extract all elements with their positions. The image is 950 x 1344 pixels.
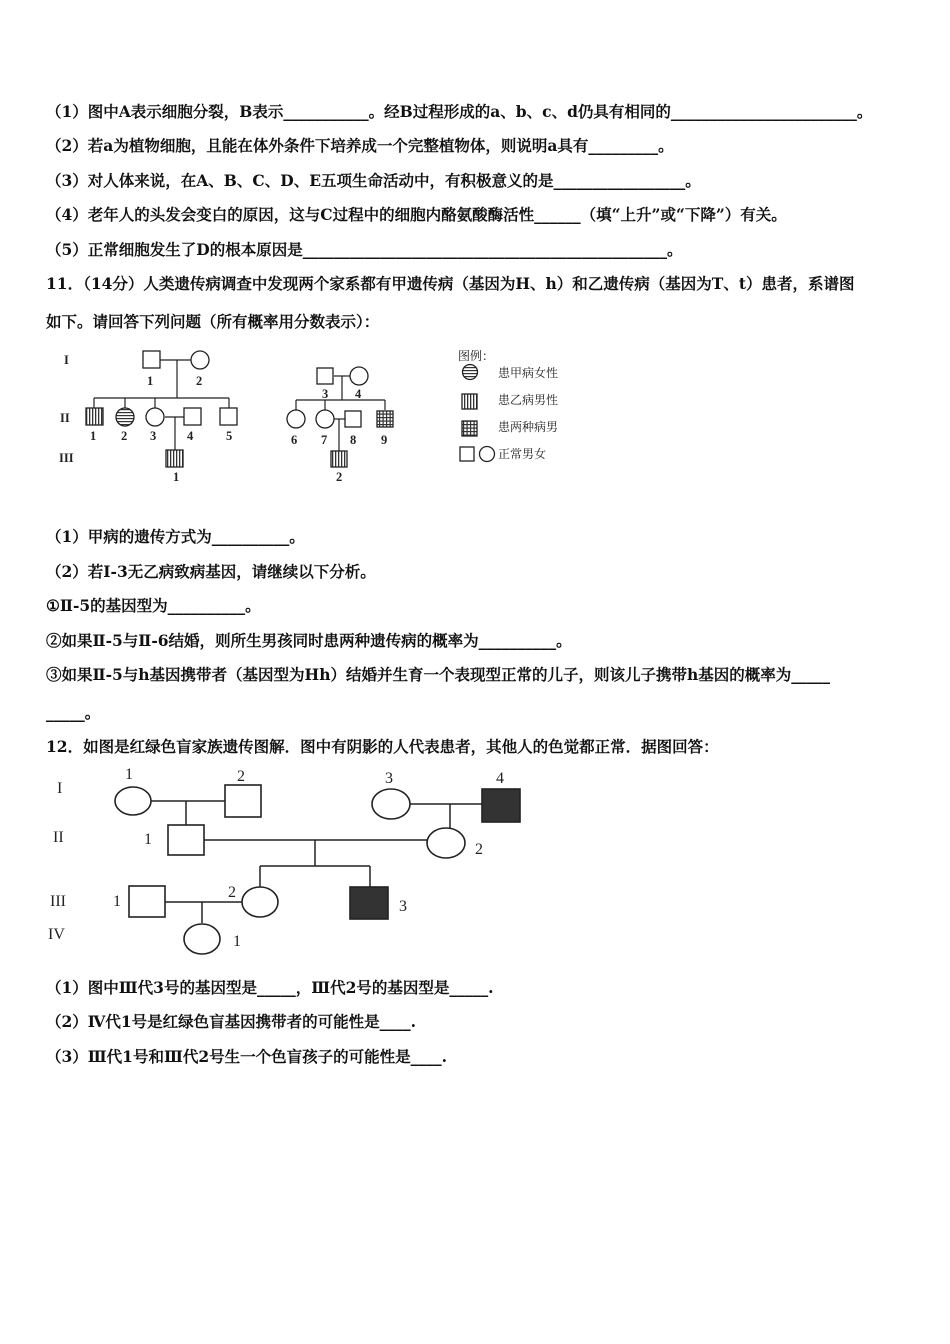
f1-gen2-num-5: 5 — [226, 429, 233, 443]
q10-item-5: （5）正常细胞发生了D的根本原因是_______________________________________________。 — [46, 240, 683, 259]
f2-gen2-num-9: 9 — [381, 433, 388, 447]
legend-male-disease-b-label: 患乙病男性 — [498, 393, 559, 407]
q12-gen-label-1: I — [57, 780, 63, 797]
f1-gen3-1-male-disease-b — [166, 450, 183, 467]
f2-gen2-8-male — [345, 411, 361, 427]
f2-gen3-2-male-disease-b — [331, 451, 347, 467]
legend-male-both-symbol — [462, 421, 477, 436]
f1-gen1-2-female — [191, 351, 209, 369]
q12-gen1-4-male-affected — [482, 789, 520, 822]
q11-item-1: （1）甲病的遗传方式为__________。 — [46, 527, 305, 546]
q12-gen3-2-female — [242, 887, 278, 917]
q12-pedigree-figure — [45, 763, 545, 963]
q12-gen-label-2: II — [53, 829, 64, 846]
q12-gen1-num-2: 2 — [237, 768, 245, 785]
q11-gen-label-2: II — [60, 411, 70, 425]
q12-gen-label-3: III — [50, 893, 66, 910]
f1-gen2-5-male — [220, 408, 237, 425]
q12-gen1-2-male — [225, 785, 261, 817]
q10-item-2: （2）若a为植物细胞，且能在体外条件下培养成一个完整植物体，则说明a具有_________。 — [46, 136, 674, 155]
legend-male-disease-b-symbol — [462, 394, 477, 409]
q12-gen2-1-male — [168, 825, 204, 855]
f1-gen2-num-4: 4 — [187, 429, 194, 443]
q12-gen1-1-female — [115, 787, 151, 815]
q12-gen1-num-1: 1 — [125, 766, 133, 783]
q11-intro-line2: 如下。请回答下列问题（所有概率用分数表示）： — [46, 312, 380, 331]
q10-item-3: （3）对人体来说，在A、B、C、D、E五项生命活动中，有积极意义的是_________________。 — [46, 171, 701, 190]
legend-normal-label: 正常男女 — [498, 447, 547, 461]
q12-gen2-2-female — [427, 828, 465, 858]
f1-gen2-4-male — [184, 408, 201, 425]
q11-pedigree-figure — [50, 340, 595, 490]
f2-gen2-num-6: 6 — [291, 433, 298, 447]
f1-gen2-3-female — [146, 408, 164, 426]
q12-gen2-num-1: 1 — [144, 831, 152, 848]
q12-gen1-num-4: 4 — [496, 770, 504, 787]
f1-gen1-num-2: 2 — [196, 374, 203, 388]
q11-intro-line1: 11．（14分）人类遗传病调查中发现两个家系都有甲遗传病（基因为H、h）和乙遗传病（基因为T、t）患者，系谱图 — [46, 274, 855, 293]
legend-title: 图例： — [458, 349, 495, 363]
q11-gen-label-1: I — [64, 353, 69, 367]
q12-gen3-num-1: 1 — [113, 893, 121, 910]
legend-normal-female-symbol — [480, 447, 495, 462]
f2-gen2-9-male-both — [377, 411, 393, 427]
f2-gen1-num-3: 3 — [322, 387, 329, 401]
q12-gen2-num-2: 2 — [475, 841, 483, 858]
q12-gen3-1-male — [129, 886, 165, 917]
q11-item-3: ①Ⅱ-5的基因型为__________。 — [46, 596, 261, 615]
f2-gen3-num-2: 2 — [336, 470, 343, 484]
q11-item-4: ②如果Ⅱ-5与Ⅱ-6结婚，则所生男孩同时患两种遗传病的概率为__________。 — [46, 631, 572, 650]
q10-item-4: （4）老年人的头发会变白的原因，这与C过程中的细胞内酪氨酸酶活性______（填“上升”或“下降”）有关。 — [46, 205, 787, 224]
q11-item-2: （2）若I-3无乙病致病基因，请继续以下分析。 — [46, 562, 376, 581]
q12-gen1-3-female — [372, 789, 410, 819]
legend-female-disease-a-label: 患甲病女性 — [498, 366, 559, 380]
legend-male-both-label: 患两种病男 — [498, 420, 559, 434]
q12-intro: 12．如图是红绿色盲家族遗传图解．图中有阴影的人代表患者，其他人的色觉都正常．据图回答： — [46, 737, 719, 756]
legend-normal-male-symbol — [460, 447, 474, 461]
q12-gen1-num-3: 3 — [385, 770, 393, 787]
f2-gen1-4-female — [350, 367, 368, 385]
f2-gen2-6-female — [287, 410, 305, 428]
q10-item-1: （1）图中A表示细胞分裂，B表示___________。经B过程形成的a、b、c、d仍具有相同的________________________。 — [46, 102, 873, 121]
f2-gen2-num-8: 8 — [350, 433, 357, 447]
f1-gen1-1-male — [143, 351, 160, 368]
q12-gen3-num-3: 3 — [399, 898, 407, 915]
q11-item-5: ③如果Ⅱ-5与h基因携带者（基因型为Hh）结婚并生育一个表现型正常的儿子，则该儿子携带h基因的概率为_____ — [46, 665, 830, 684]
f2-gen2-num-7: 7 — [321, 433, 328, 447]
q12-gen4-1-female — [184, 924, 220, 954]
q12-gen-label-4: IV — [48, 926, 65, 943]
q11-gen-label-3: III — [59, 451, 74, 465]
q12-item-2: （2）Ⅳ代1号是红绿色盲基因携带者的可能性是____. — [46, 1012, 417, 1031]
f1-gen2-2-female-disease-a — [116, 408, 134, 426]
q12-item-1: （1）图中Ⅲ代3号的基因型是_____，Ⅲ代2号的基因型是_____. — [46, 978, 494, 997]
f1-gen3-num-1: 1 — [173, 470, 180, 484]
q12-item-3: （3）Ⅲ代1号和Ⅲ代2号生一个色盲孩子的可能性是____. — [46, 1047, 448, 1066]
f2-gen1-num-4: 4 — [355, 387, 362, 401]
f1-gen1-num-1: 1 — [147, 374, 154, 388]
f1-gen2-1-male-disease-b — [86, 408, 103, 425]
f1-gen2-num-2: 2 — [121, 429, 128, 443]
q12-gen4-num-1: 1 — [233, 933, 241, 950]
legend-female-disease-a-symbol — [463, 365, 478, 380]
q11-item-5-cont: _____。 — [46, 703, 101, 722]
q12-gen3-num-2: 2 — [228, 884, 236, 901]
f2-gen2-7-female — [316, 410, 334, 428]
f2-gen1-3-male — [317, 368, 333, 384]
f1-gen2-num-1: 1 — [90, 429, 97, 443]
q12-gen3-3-male-affected — [350, 887, 388, 919]
f1-gen2-num-3: 3 — [150, 429, 157, 443]
